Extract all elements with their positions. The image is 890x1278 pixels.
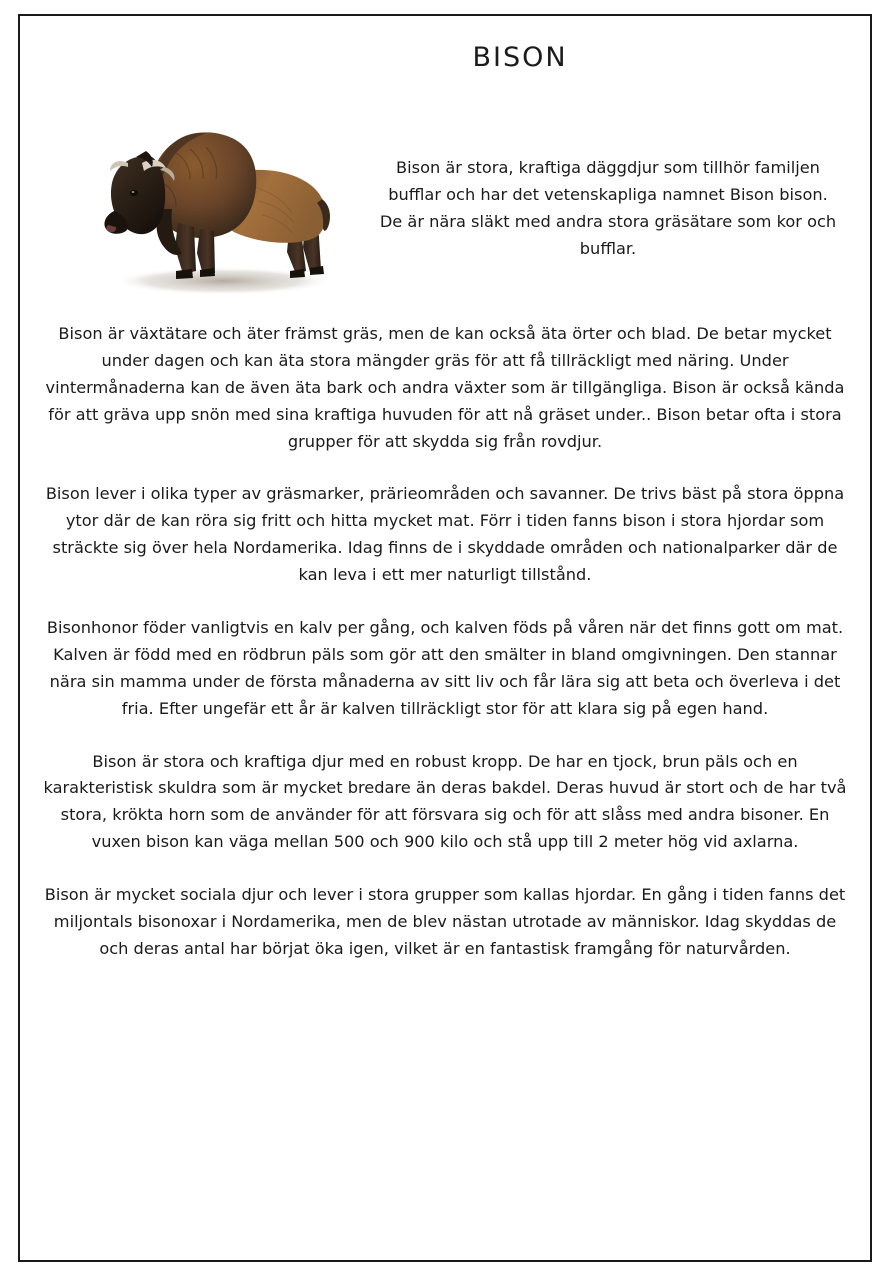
bison-illustration-icon xyxy=(58,91,368,303)
paragraph-appearance: Bison är stora och kraftiga djur med en robust kropp. De har en tjock, brun päls och en karakteristisk skuldra som är mycket bredare än deras bakdel. Deras huvud är stort och de har två stora, krökta horn som de använder för att försvara sig och för att slåss med andra bisoner. En vuxen bison kan väga mellan 500 och 900 kilo och stå upp till 2 meter hög vid axlarna. xyxy=(43,751,847,852)
paragraph-social: Bison är mycket sociala djur och lever i stora grupper som kallas hjordar. En gång i tiden fanns det miljontals bisonoxar i Nordamerika, men de blev nästan utrotade av människor. Idag skyddas de och deras antal har börjat öka igen, vilket är en fantastisk framgång för naturvården. xyxy=(44,885,846,958)
paragraph-calves: Bisonhonor föder vanligtvis en kalv per gång, och kalven föds på våren när det finns gott om mat. Kalven är född med en rödbrun päls som gör att den smälter in bland omgivningen. Den stannar nära sin mamma under de första månaderna av sitt liv och får lära sig att beta och överleva i det fria. Efter ungefär ett år är kalven tillräckligt stor för att klara sig på egen hand. xyxy=(46,618,844,718)
intro-block xyxy=(38,73,852,295)
paragraph-habitat: Bison lever i olika typer av gräsmarker, prärieområden och savanner. De trivs bäst på stora öppna ytor där de kan röra sig fritt och hitta mycket mat. Förr i tiden fanns bison i stora hjordar som sträckte sig över hela Nordamerika. Idag finns de i skyddade områden och nationalparker där de kan leva i ett mer naturligt tillstånd. xyxy=(45,484,845,585)
paragraph-diet: Bison är växtätare och äter främst gräs, men de kan också äta örter och blad. De betar mycket under dagen och kan äta stora mängder gräs för att få tillräckligt med näring. Under vintermånaderna kan de även äta bark och andra växter som är tillgängliga. Bison är också kända för att gräva upp snön med sina kraftiga huvuden för att nå gräset under.. Bison betar ofta i stora grupper för att skydda sig från rovdjur. xyxy=(45,324,845,451)
intro-text-column xyxy=(378,73,838,263)
bison-illustration xyxy=(58,91,368,303)
document-content xyxy=(38,30,852,1246)
paragraph-intro: Bison är stora, kraftiga däggdjur som tillhör familjen bufflar och har det vetenskapliga namnet Bison bison. De är nära släkt med andra stora gräsätare som kor och bufflar. xyxy=(379,158,837,258)
page-title: BISON xyxy=(472,42,568,73)
body-paragraphs xyxy=(38,321,852,963)
